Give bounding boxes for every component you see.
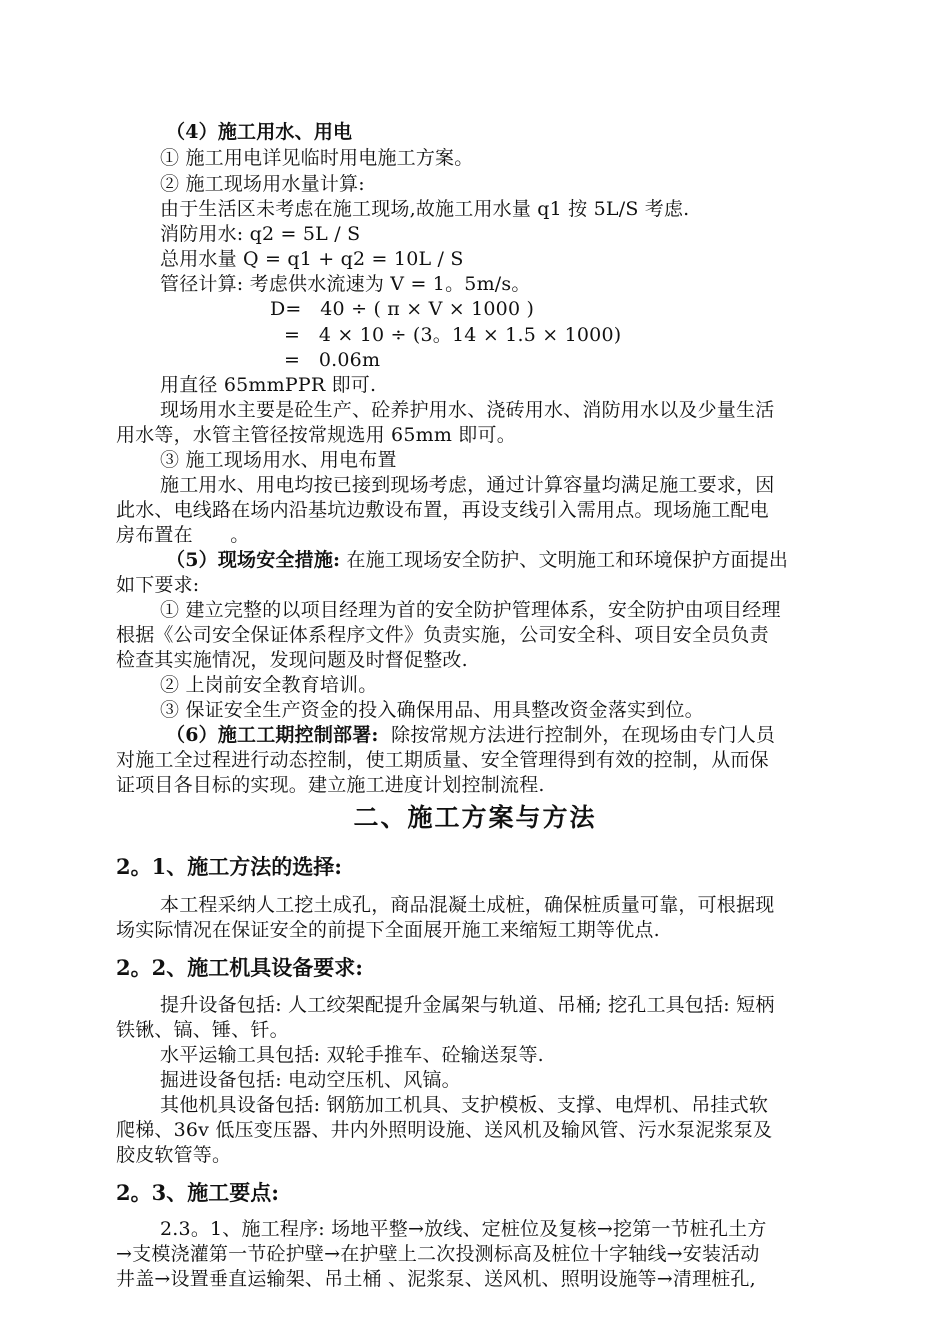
- sub5-item-1: 检查其实施情况，发现问题及时督促整改.: [116, 649, 468, 671]
- sub4-paragraph: 由于生活区未考虑在施工现场,故施工用水量 q1 按 5L/S 考虑.: [160, 198, 690, 220]
- subsection-6-text: 除按常规方法进行控制外，在现场由专门人员: [378, 724, 776, 746]
- subsection-5-title: （5）现场安全措施:: [166, 549, 341, 571]
- s22-paragraph: 爬梯、36v 低压变压器、井内外照明设施、送风机及输风管、污水泵泥浆泵及: [116, 1119, 773, 1141]
- sub6-paragraph: 对施工全过程进行动态控制，使工期质量、安全管理得到有效的控制，从而保: [116, 749, 769, 771]
- subsection-5-text: 在施工现场安全防护、文明施工和环境保护方面提出: [340, 549, 789, 571]
- s22-paragraph: 水平运输工具包括: 双轮手推车、砼输送泵等.: [160, 1044, 544, 1066]
- sub4-paragraph: 管径计算: 考虑供水流速为 V = 1。5m/s。: [160, 273, 531, 295]
- s22-paragraph: 胶皮软管等。: [116, 1144, 232, 1166]
- sub4-paragraph: 用直径 65mmPPR 即可.: [160, 374, 377, 396]
- sub6-paragraph: 证项目各目标的实现。建立施工进度计划控制流程.: [116, 774, 545, 796]
- formula-line: = 4 × 10 ÷ (3。14 × 1.5 × 1000): [284, 324, 622, 346]
- subsection-6-title: （6）施工工期控制部署:: [166, 724, 379, 746]
- sub4-item-1: ① 施工用电详见临时用电施工方案。: [160, 147, 474, 169]
- heading-2-3: 2。3、施工要点:: [116, 1180, 279, 1205]
- sub5-item-2: ② 上岗前安全教育培训。: [160, 674, 378, 696]
- heading-2-1: 2。1、施工方法的选择:: [116, 854, 342, 879]
- s22-paragraph: 掘进设备包括: 电动空压机、风镐。: [160, 1069, 461, 1091]
- sub4-item-3: ③ 施工现场用水、用电布置: [160, 449, 397, 471]
- s23-paragraph: 井盖→设置垂直运输架、吊土桶 、泥浆泵、送风机、照明设施等→清理桩孔,: [116, 1268, 756, 1290]
- formula-line: D= 40 ÷ ( π × V × 1000 ): [270, 298, 535, 320]
- sub4-paragraph: 房布置在 。: [116, 524, 250, 546]
- sub4-paragraph: 消防用水: q2 = 5L / S: [160, 223, 361, 245]
- s22-paragraph: 其他机具设备包括: 钢筋加工机具、支护模板、支撑、电焊机、吊挂式软: [160, 1094, 769, 1116]
- formula-line: = 0.06m: [284, 349, 381, 371]
- subsection-5: [166, 547, 788, 573]
- sub5-item-3: ③ 保证安全生产资金的投入确保用品、用具整改资金落实到位。: [160, 699, 704, 721]
- sub4-paragraph: 总用水量 Q = q1 + q2 = 10L / S: [160, 248, 464, 270]
- sub4-paragraph: 现场用水主要是砼生产、砼养护用水、浇砖用水、消防用水以及少量生活: [160, 399, 775, 421]
- subsection-4-title: （4）施工用水、用电: [166, 121, 353, 143]
- heading-2-2: 2。2、施工机具设备要求:: [116, 955, 363, 980]
- sub5-item-1: ① 建立完整的以项目经理为首的安全防护管理体系，安全防护由项目经理: [160, 599, 781, 621]
- sub4-paragraph: 施工用水、用电均按已接到现场考虑，通过计算容量均满足施工要求，因: [160, 474, 775, 496]
- section-title: 二、施工方案与方法: [353, 803, 597, 832]
- subsection-6: [166, 722, 775, 748]
- s21-paragraph: 场实际情况在保证安全的前提下全面展开施工来缩短工期等优点.: [116, 919, 660, 941]
- sub4-paragraph: 用水等，水管主管径按常规选用 65mm 即可。: [116, 424, 516, 446]
- sub5-item-1: 根据《公司安全保证体系程序文件》负责实施，公司安全科、项目安全员负责: [116, 624, 769, 646]
- s22-paragraph: 铁锹、镐、锤、钎。: [116, 1019, 289, 1041]
- s22-paragraph: 提升设备包括: 人工绞架配提升金属架与轨道、吊桶; 挖孔工具包括: 短柄: [160, 994, 775, 1016]
- s21-paragraph: 本工程采纳人工挖土成孔，商品混凝土成桩，确保桩质量可靠，可根据现: [160, 894, 775, 916]
- sub4-item-2: ② 施工现场用水量计算:: [160, 173, 365, 195]
- sub5-paragraph: 如下要求:: [116, 574, 200, 596]
- sub4-paragraph: 此水、电线路在场内沿基坑边敷设布置，再设支线引入需用点。现场施工配电: [116, 499, 769, 521]
- s23-paragraph: →支模浇灌第一节砼护壁→在护壁上二次投测标高及桩位十字轴线→安装活动: [116, 1243, 760, 1265]
- s23-paragraph: 2.3。1、施工程序: 场地平整→放线、定桩位及复核→挖第一节桩孔土方: [160, 1218, 767, 1240]
